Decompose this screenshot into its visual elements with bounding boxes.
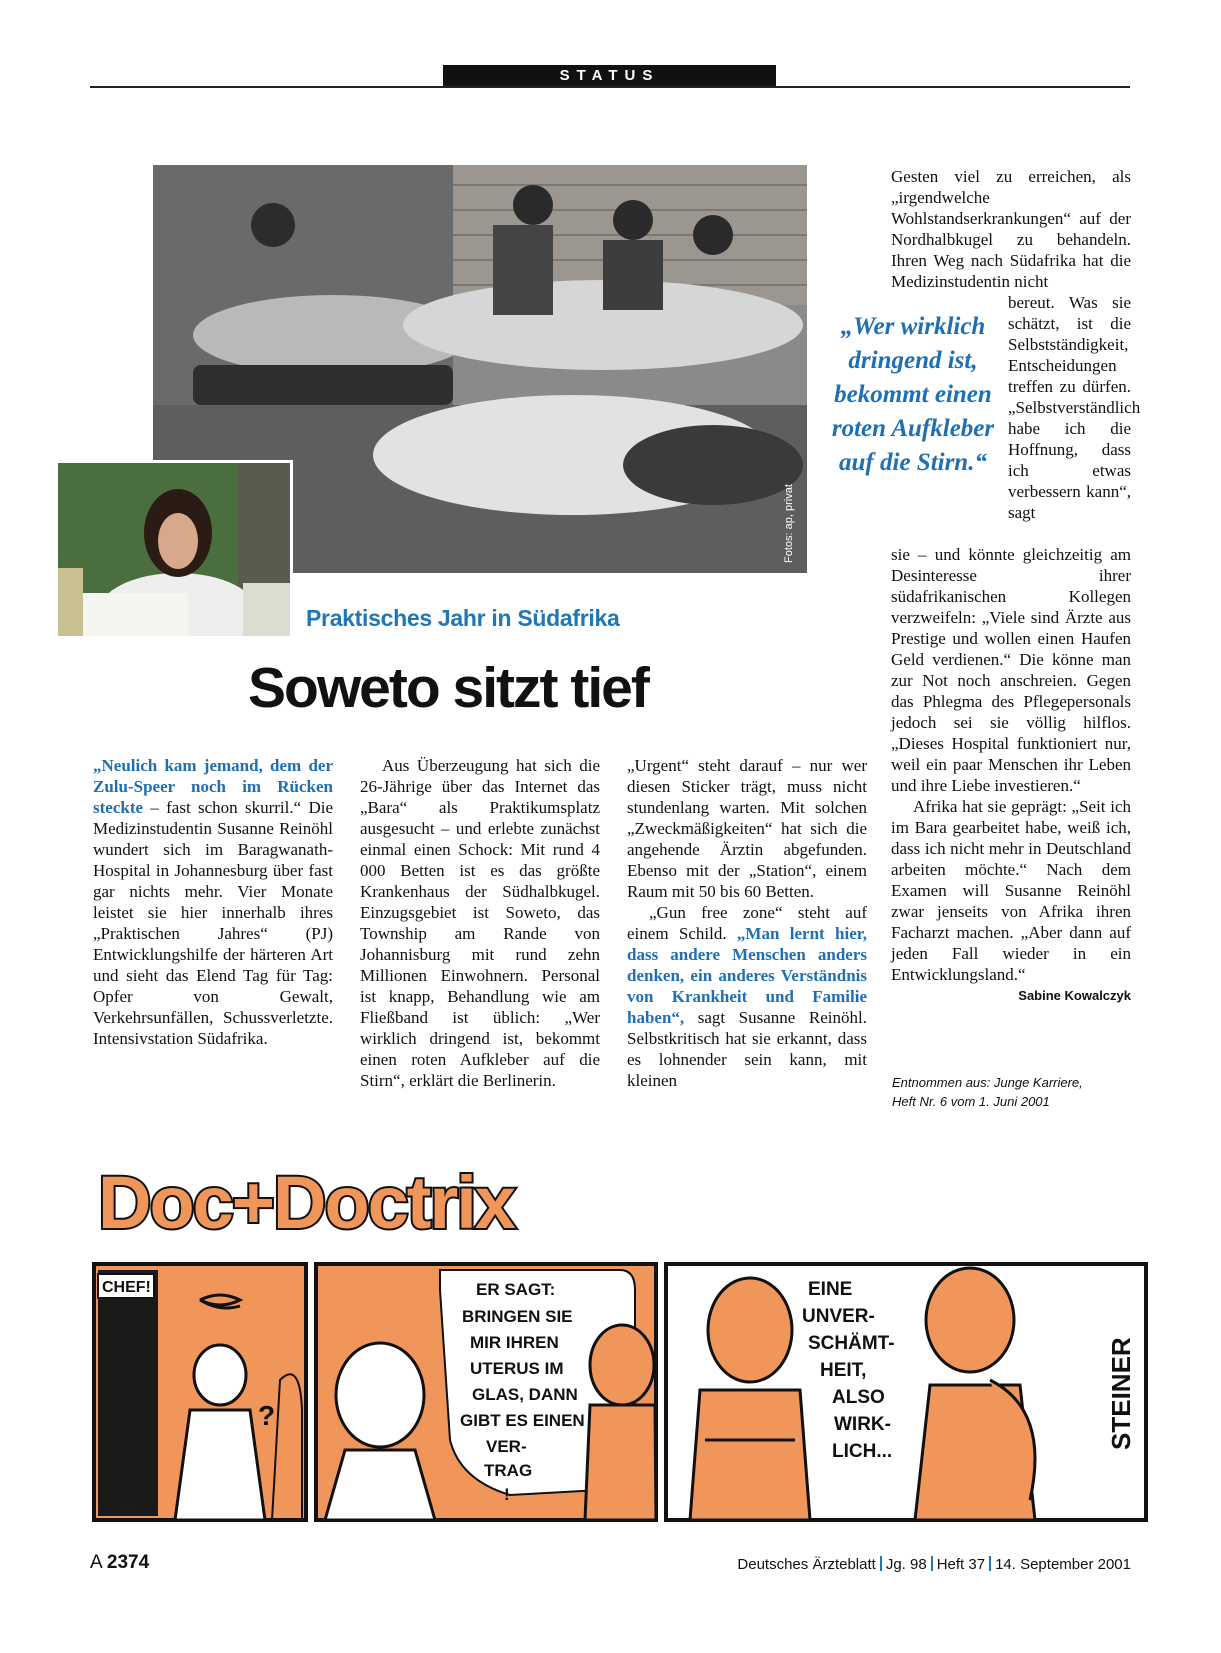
column-3-highlight-quote: „Man lernt hier, dass andere Menschen anders denken, ein anderes Verständnis von Krankheit und Familie haben“, xyxy=(627,924,867,1027)
balloon-1-line: BRINGEN SIE xyxy=(462,1307,573,1326)
column-4-paragraph-2: Afrika hat sie geprägt: „Seit ich im Bara gearbeitet habe, weiß ich, dass ich nicht mehr in Deutschland arbeiten möchte.“ Nach dem Examen will Susanne Reinöhl zwar jenseits von Afrika ihren Facharzt machen. „Aber dann auf jeden Fall wieder in ein Entwicklungsland.“ xyxy=(891,797,1131,984)
column-1-text: – fast schon skurril.“ Die Medizinstudentin Susanne Reinöhl wundert sich im Baragwanath-Hospital in Johannesburg über fast gar nichts mehr. Vier Monate leistet sie hier innerhalb ihres „Praktischen Jahres“ (PJ) Entwicklungshilfe der härteren Art und sieht das Elend Tag für Tag: Opfer von Gewalt, Verkehrsunfällen, Schussverletzte. Intensivstation Südafrika. xyxy=(93,798,333,1048)
column-2-text: Aus Überzeugung hat sich die 26-Jährige über das Internet das „Bara“ als Praktikumsplatz ausgesucht – und erlebte zunächst einmal einen Schock: Mit rund 4 000 Betten ist es das größte Krankenhaus der Südhalbkugel. Einzugsgebiet ist Soweto, das Township am Rande von Johannisburg mit rund zehn Millionen Einwohnern. Personal ist knapp, Behandlung wie am Fließband ist üblich: „Wer wirklich dringend ist, bekommt einen roten Aufkleber auf die Stirn“, erklärt die Berlinerin. xyxy=(360,756,600,1090)
article-column-4-bottom xyxy=(891,544,1131,1006)
balloon-2-line: HEIT, xyxy=(820,1360,867,1381)
artist-signature: STEINER xyxy=(1106,1337,1136,1450)
article-column-4-top: Gesten viel zu erreichen, als „irgendwelche Wohlstandserkrankungen“ auf der Nordhalbkugel zu behandeln. Ihren Weg nach Südafrika hat die Medizinstudentin nicht xyxy=(891,167,1131,291)
balloon-1-line: ER SAGT: xyxy=(476,1280,556,1299)
balloon-1-line: UTERUS IM xyxy=(470,1359,564,1378)
balloon-1-line: VER- xyxy=(486,1437,527,1456)
source-note xyxy=(892,1073,1132,1111)
photo-credit xyxy=(780,475,796,565)
door-sign: CHEF! xyxy=(102,1279,151,1296)
balloon-2-line: ALSO xyxy=(832,1387,885,1408)
article-headline: Soweto sitzt tief xyxy=(248,656,648,720)
balloon-2-line: UNVER- xyxy=(802,1306,875,1327)
author-name: Sabine Kowalczyk xyxy=(1018,988,1131,1003)
balloon-2-line: SCHÄMT- xyxy=(808,1333,895,1354)
student-portrait-photo xyxy=(55,460,293,639)
section-label: STATUS xyxy=(443,65,776,86)
pull-quote: „Wer wirklich dringend ist, bekommt einen roten Aufkleber auf die Stirn.“ xyxy=(831,313,995,476)
page-number-value: 2374 xyxy=(106,1552,150,1573)
column-3-paragraph-1: „Urgent“ steht darauf – nur wer diesen Sticker trägt, muss nicht stundenlang warten. Mit solchen „Zweckmäßigkeiten“ hat sich die angehende Ärztin abgefunden. Ebenso mit der „Station“, einem Raum mit 50 bis 60 Betten. xyxy=(627,756,867,901)
header-rule xyxy=(90,86,1130,88)
column-3-paragraph-2-start: „Gun free zone“ steht auf einem Schild. xyxy=(627,903,867,943)
balloon-2-line: WIRK- xyxy=(834,1414,891,1435)
page-number xyxy=(90,1552,149,1574)
journal-volume: Jg. 98 xyxy=(885,1556,927,1573)
balloon-1-line: ! xyxy=(504,1485,510,1504)
journal-footer xyxy=(720,1556,1131,1573)
article-column-1 xyxy=(93,755,333,1049)
journal-date: 14. September 2001 xyxy=(995,1556,1131,1573)
article-column-4-wrap: bereut. Was sie schätzt, ist die Selbstständigkeit, Entscheidungen treffen zu dürfen. „Selbstverständlich habe ich die Hoffnung, dass ich etwas verbessern kann“, sagt xyxy=(1008,293,1141,522)
article-kicker: Praktisches Jahr in Südafrika xyxy=(306,605,620,631)
comic-strip-drawing xyxy=(90,1150,1150,1524)
balloon-1-line: TRAG xyxy=(484,1461,533,1480)
lead-quote: „Neulich kam jemand, dem der Zulu-Speer noch im Rücken steckte xyxy=(93,756,333,817)
article-column-3 xyxy=(627,755,867,1091)
balloon-1-line: MIR IHREN xyxy=(470,1333,559,1352)
question-mark: ? xyxy=(258,1400,276,1431)
balloon-1-line: GIBT ES EINEN xyxy=(460,1411,585,1430)
column-4-paragraph-1: sie – und könnte gleichzeitig am Desinteresse ihrer südafrikanischen Kollegen verzweifeln: „Viele sind Ärzte aus Prestige und wollen einen Haufen Geld verdienen.“ Die könne man zur Not noch anschreien. Gegen das Phlegma des Pflegepersonals jedoch sei sie völlig hilflos. „Dieses Hospital funktioniert nur, weil ein paar Menschen ihr Leben und ihre Liebe investieren.“ xyxy=(891,545,1131,795)
footer-separator xyxy=(880,1556,882,1571)
journal-issue: Heft 37 xyxy=(936,1556,986,1573)
balloon-1-line: GLAS, DANN xyxy=(472,1385,578,1404)
column-3-paragraph-2-end: sagt Susanne Reinöhl. Selbstkritisch hat sie erkannt, dass es lohnender sein kann, mit kleinen xyxy=(627,1008,867,1090)
footer-separator xyxy=(989,1556,991,1571)
balloon-2-line: EINE xyxy=(808,1279,853,1300)
photo-credit-text: Fotos: ap, privat xyxy=(783,484,795,563)
footer-separator xyxy=(931,1556,933,1571)
page-prefix: A xyxy=(90,1552,102,1573)
article-column-2 xyxy=(360,755,600,1091)
balloon-2-line: LICH... xyxy=(832,1441,893,1462)
comic-strip xyxy=(90,1150,1150,1524)
comic-title: Doc+Doctrix xyxy=(98,1161,514,1244)
source-line-2: Heft Nr. 6 vom 1. Juni 2001 xyxy=(892,1094,1050,1109)
journal-name: Deutsches Ärzteblatt xyxy=(737,1556,876,1573)
source-line-1: Entnommen aus: Junge Karriere, xyxy=(892,1075,1083,1090)
